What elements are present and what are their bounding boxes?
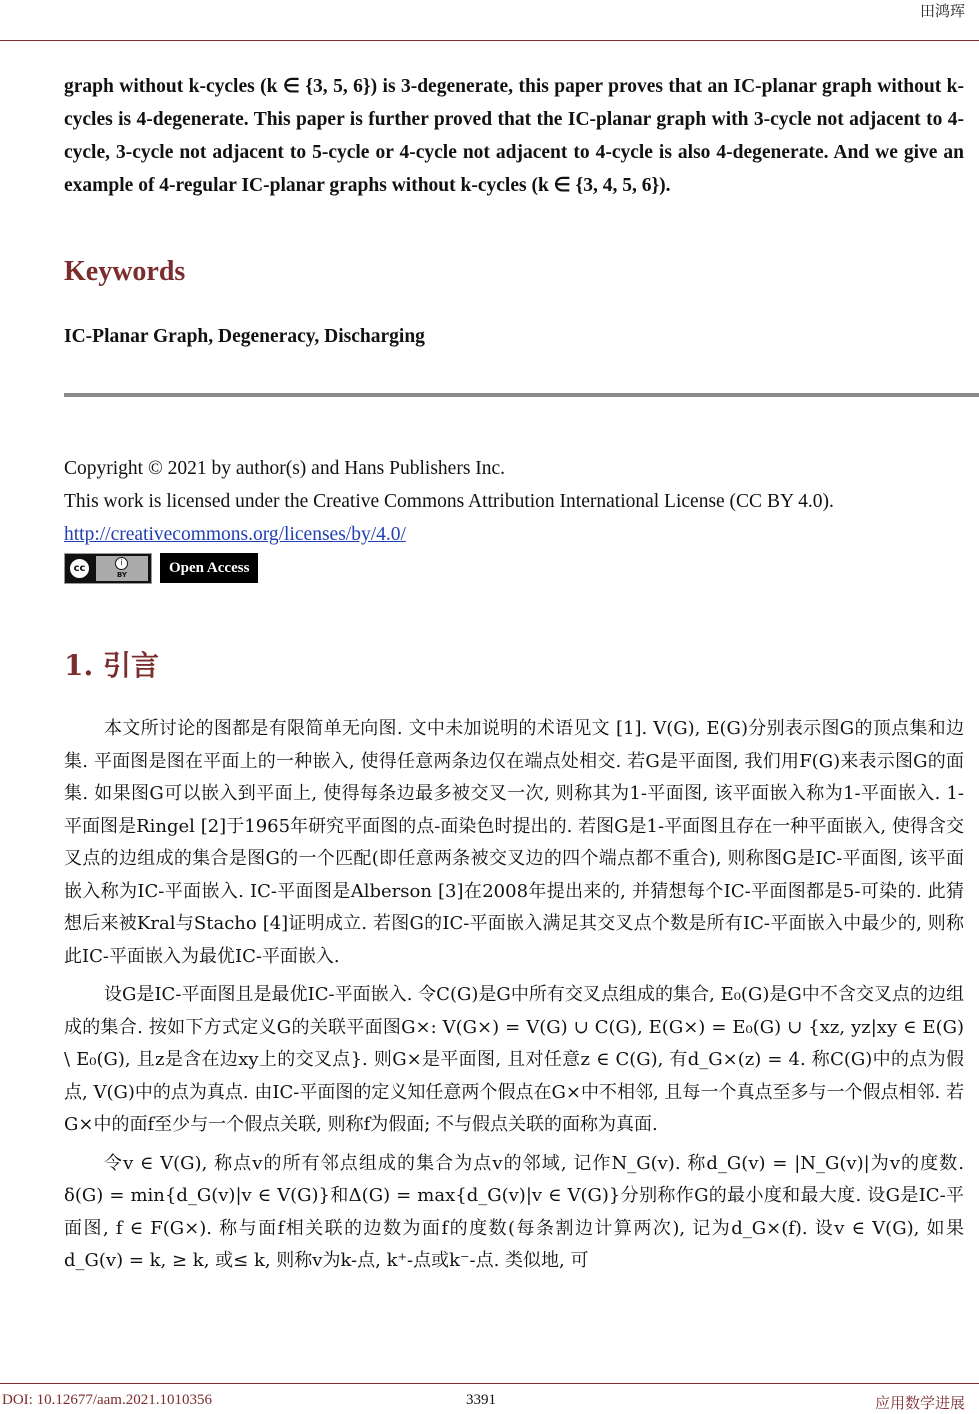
by-area	[96, 556, 148, 581]
license-link[interactable]: http://creativecommons.org/licenses/by/4.0/	[64, 524, 406, 545]
section-divider	[64, 393, 979, 397]
journal-name: 应用数学进展	[874, 1394, 965, 1412]
by-label: BY	[116, 571, 128, 579]
paragraph: 设G是IC-平面图且是最优IC-平面嵌入. 令C(G)是G中所有交叉点组成的集合, E₀(G)是G中不含交叉点的边组成的集合. 按如下方式定义G的关联平面图G×: V(G×) = V(G) ∪ C(G), E(G×) = E₀(G) ∪ {xz, yz|xy ∈ E(G) \ E₀(G), 且z是含在边xy上的交叉点}. 则G×是平面图, 且对任意z ∈ C(G), 有d_G×(z) = 4. 称C(G)中的点为假点, V(G)中的点为真点. 由IC-平面图的定义知任意两个假点在G×中不相邻, 且每一个真点至多与一个假点相邻. 若G×中的面f至少与一个假点关联, 则称f为假面; 不与假点关联的面称为真面.	[64, 984, 964, 1135]
cc-icon: cc	[68, 557, 91, 580]
open-access-badge[interactable]: Open Access	[160, 553, 258, 583]
person-icon: i	[115, 557, 128, 570]
footer-divider	[0, 1383, 979, 1384]
section-heading: 1. 引言	[64, 649, 159, 682]
paragraph: 本文所讨论的图都是有限简单无向图. 文中未加说明的术语见文 [1]. V(G), E(G)分别表示图G的顶点集和边集. 平面图是图在平面上的一种嵌入, 使得任意两条边仅在端点处相交. 若G是平面图, 我们用F(G)来表示图G的面集. 如果图G可以嵌入到平面上, 使得每条边最多被交叉一次, 则称其为1-平面图, 该平面嵌入称为1-平面嵌入. 1- 平面图是Ringel [2]于1965年研究平面图的点-面染色时提出的. 若图G是1-平面图且存在一种平面嵌入, 使得含交叉点的边组成的集合是图G的一个匹配(即任意两条被交叉边的四个端点都不重合), 则称图G是IC-平面图, 该平面嵌入称为IC-平面嵌入. IC-平面图是Alberson [3]在2008年提出来的, 并猜想每个IC-平面图都是5-可染的. 此猜想后来被Kral与Stacho [4]证明成立. 若图G的IC-平面嵌入满足其交叉点个数是所有IC-平面嵌入中最少的, 则称此IC-平面嵌入为最优IC-平面嵌入.	[64, 718, 964, 967]
keywords-heading: Keywords	[64, 256, 186, 287]
license-badges	[64, 553, 258, 584]
keywords-text: IC-Planar Graph, Degeneracy, Discharging	[64, 326, 425, 347]
license-line: This work is licensed under the Creative Commons Attribution International License (CC BY 4.0).	[64, 491, 834, 512]
page-number: 3391	[466, 1392, 496, 1408]
copyright-line: Copyright © 2021 by author(s) and Hans Publishers Inc.	[64, 458, 506, 479]
header-divider	[0, 40, 979, 41]
cc-by-badge[interactable]	[64, 553, 152, 584]
doi-text: DOI: 10.12677/aam.2021.1010356	[2, 1392, 212, 1408]
copyright-block	[64, 452, 969, 551]
section-body	[64, 713, 964, 1284]
running-header-author: 田鸿珲	[919, 2, 965, 20]
paragraph: 令v ∈ V(G), 称点v的所有邻点组成的集合为点v的邻域, 记作N_G(v). 称d_G(v) = |N_G(v)|为v的度数. δ(G) = min{d_G(v)|v ∈ V(G)}和Δ(G) = max{d_G(v)|v ∈ V(G)}分别称作G的最小度和最大度. 设G是IC-平面图, f ∈ F(G×). 称与面f相关联的边数为面f的度数(每条割边计算两次), 记为d_G×(f). 设v ∈ V(G), 如果d_G(v) = k, ≥ k, 或≤ k, 则称v为k-点, k⁺-点或k⁻-点. 类似地, 可	[64, 1152, 964, 1271]
abstract-text: graph without k-cycles (k ∈ {3, 5, 6}) is 3-degenerate, this paper proves that an IC-planar graph without k-cycles is 4-degenerate. This paper is further proved that the IC-planar graph with 3-cycle not adjacent to 4-cycle, 3-cycle not adjacent to 5-cycle or 4-cycle not adjacent to 4-cycle is also 4-degenerate. And we give an example of 4-regular IC-planar graphs without k-cycles (k ∈ {3, 4, 5, 6}).	[64, 76, 964, 196]
